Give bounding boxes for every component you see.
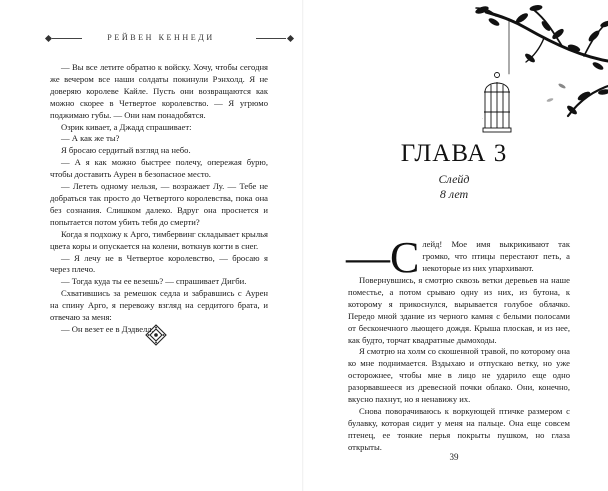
paragraph: — Лететь одному нельзя, — возражает Лу. — Тебе не добраться так просто до Четвертого королевства, пока она без сознания. Слишком далеко. Вдруг она проснется и попытается потом убить тебя до смерти?: [50, 181, 268, 227]
paragraph: Снова поворачиваюсь к воркующей птичке размером с булавку, которая сидит у меня на пальце. Она еще совсем птенец, ее тонкие перья покрыты пушком, но глаза открыты.: [348, 405, 570, 452]
birdcage-icon: [482, 72, 512, 134]
page-number: 39: [449, 452, 459, 462]
chapter-subtitle: [394, 172, 514, 202]
paragraph: Повернувшись, я смотрю сквозь ветки деревьев на наше поместье, а потом срываю одну из них, из бутона, к которому я прикоснулся, вырывается голубое облачко. Передо мной здание из черного камня с белыми полосами от бесконечного льющего дождя. Крыша плоская, и из нее, как будто, торчат квадратные дымоходы.: [348, 275, 570, 345]
chapter-title: ГЛАВА 3: [400, 140, 508, 167]
paragraph: лейд! Мое имя выкрикивают так громко, что птицы перестают петь, а некоторые из них упархивают.: [422, 239, 570, 273]
paragraph: — Я лечу не в Четвертое королевство, — бросаю я через плечо.: [50, 252, 268, 275]
paragraph: Я бросаю сердитый взгляд на небо.: [61, 145, 191, 156]
drop-cap: —С: [346, 233, 420, 282]
paragraph: Я смотрю на холм со скошенной травой, по которому она ко мне поднимается. Вздыхаю и отпускаю ветку, но уже осторожнее, чтобы мне в лицо не ударило еще одно разорвавшееся из древесной почки облако. Они, конечно, вкусно пахнут, но я ненавижу их.: [348, 346, 570, 405]
tree-branch-icon: [434, 0, 608, 140]
diamond-ornament-icon: [145, 324, 167, 346]
pov-name: Слейд: [438, 172, 470, 186]
opening-paragraph: [346, 233, 570, 282]
left-page: [0, 0, 300, 491]
pov-time: 8 лет: [439, 187, 469, 201]
paragraph: — Он везет ее в Дэдвелл.: [61, 323, 154, 334]
paragraph: Когда я подхожу к Арго, тимбервинг складывает крылья цвета коры и опускается на колени, воткнув когти в снег.: [50, 228, 268, 251]
paragraph: — А как же ты?: [61, 133, 120, 144]
right-page-text: [346, 233, 570, 454]
header-dot-right: [287, 35, 294, 42]
paragraph: Схватившись за ремешок седла и забравшись с Аурен на спину Арго, я перевожу взгляд на сердитого брата, и отвечаю за меня:: [50, 288, 268, 323]
paragraph: — А я как можно быстрее полечу, опережая бурю, чтобы доставить Аурен в безопасное место.: [50, 157, 268, 180]
running-header: РЕЙВЕН КЕННЕДИ: [107, 33, 215, 42]
right-page: [304, 0, 608, 491]
paragraph: — Вы все летите обратно к войску. Хочу, чтобы сегодня же вечером все наши солдаты покинули Рэнхолд. Я не доверяю королеве Кайле. Пусть они возвращаются как можно скорее в Четвертое королевство. — Я угрюмо поджимаю губы. — Они нам понадобятся.: [50, 62, 268, 120]
paragraph: — Тогда куда ты ее везешь? — спрашивает Дигби.: [61, 276, 247, 287]
header-dot-left: [45, 35, 52, 42]
header-rule-right: [256, 38, 286, 39]
left-page-text: [50, 62, 268, 336]
paragraph: Озрик кивает, а Джадд спрашивает:: [61, 121, 192, 132]
